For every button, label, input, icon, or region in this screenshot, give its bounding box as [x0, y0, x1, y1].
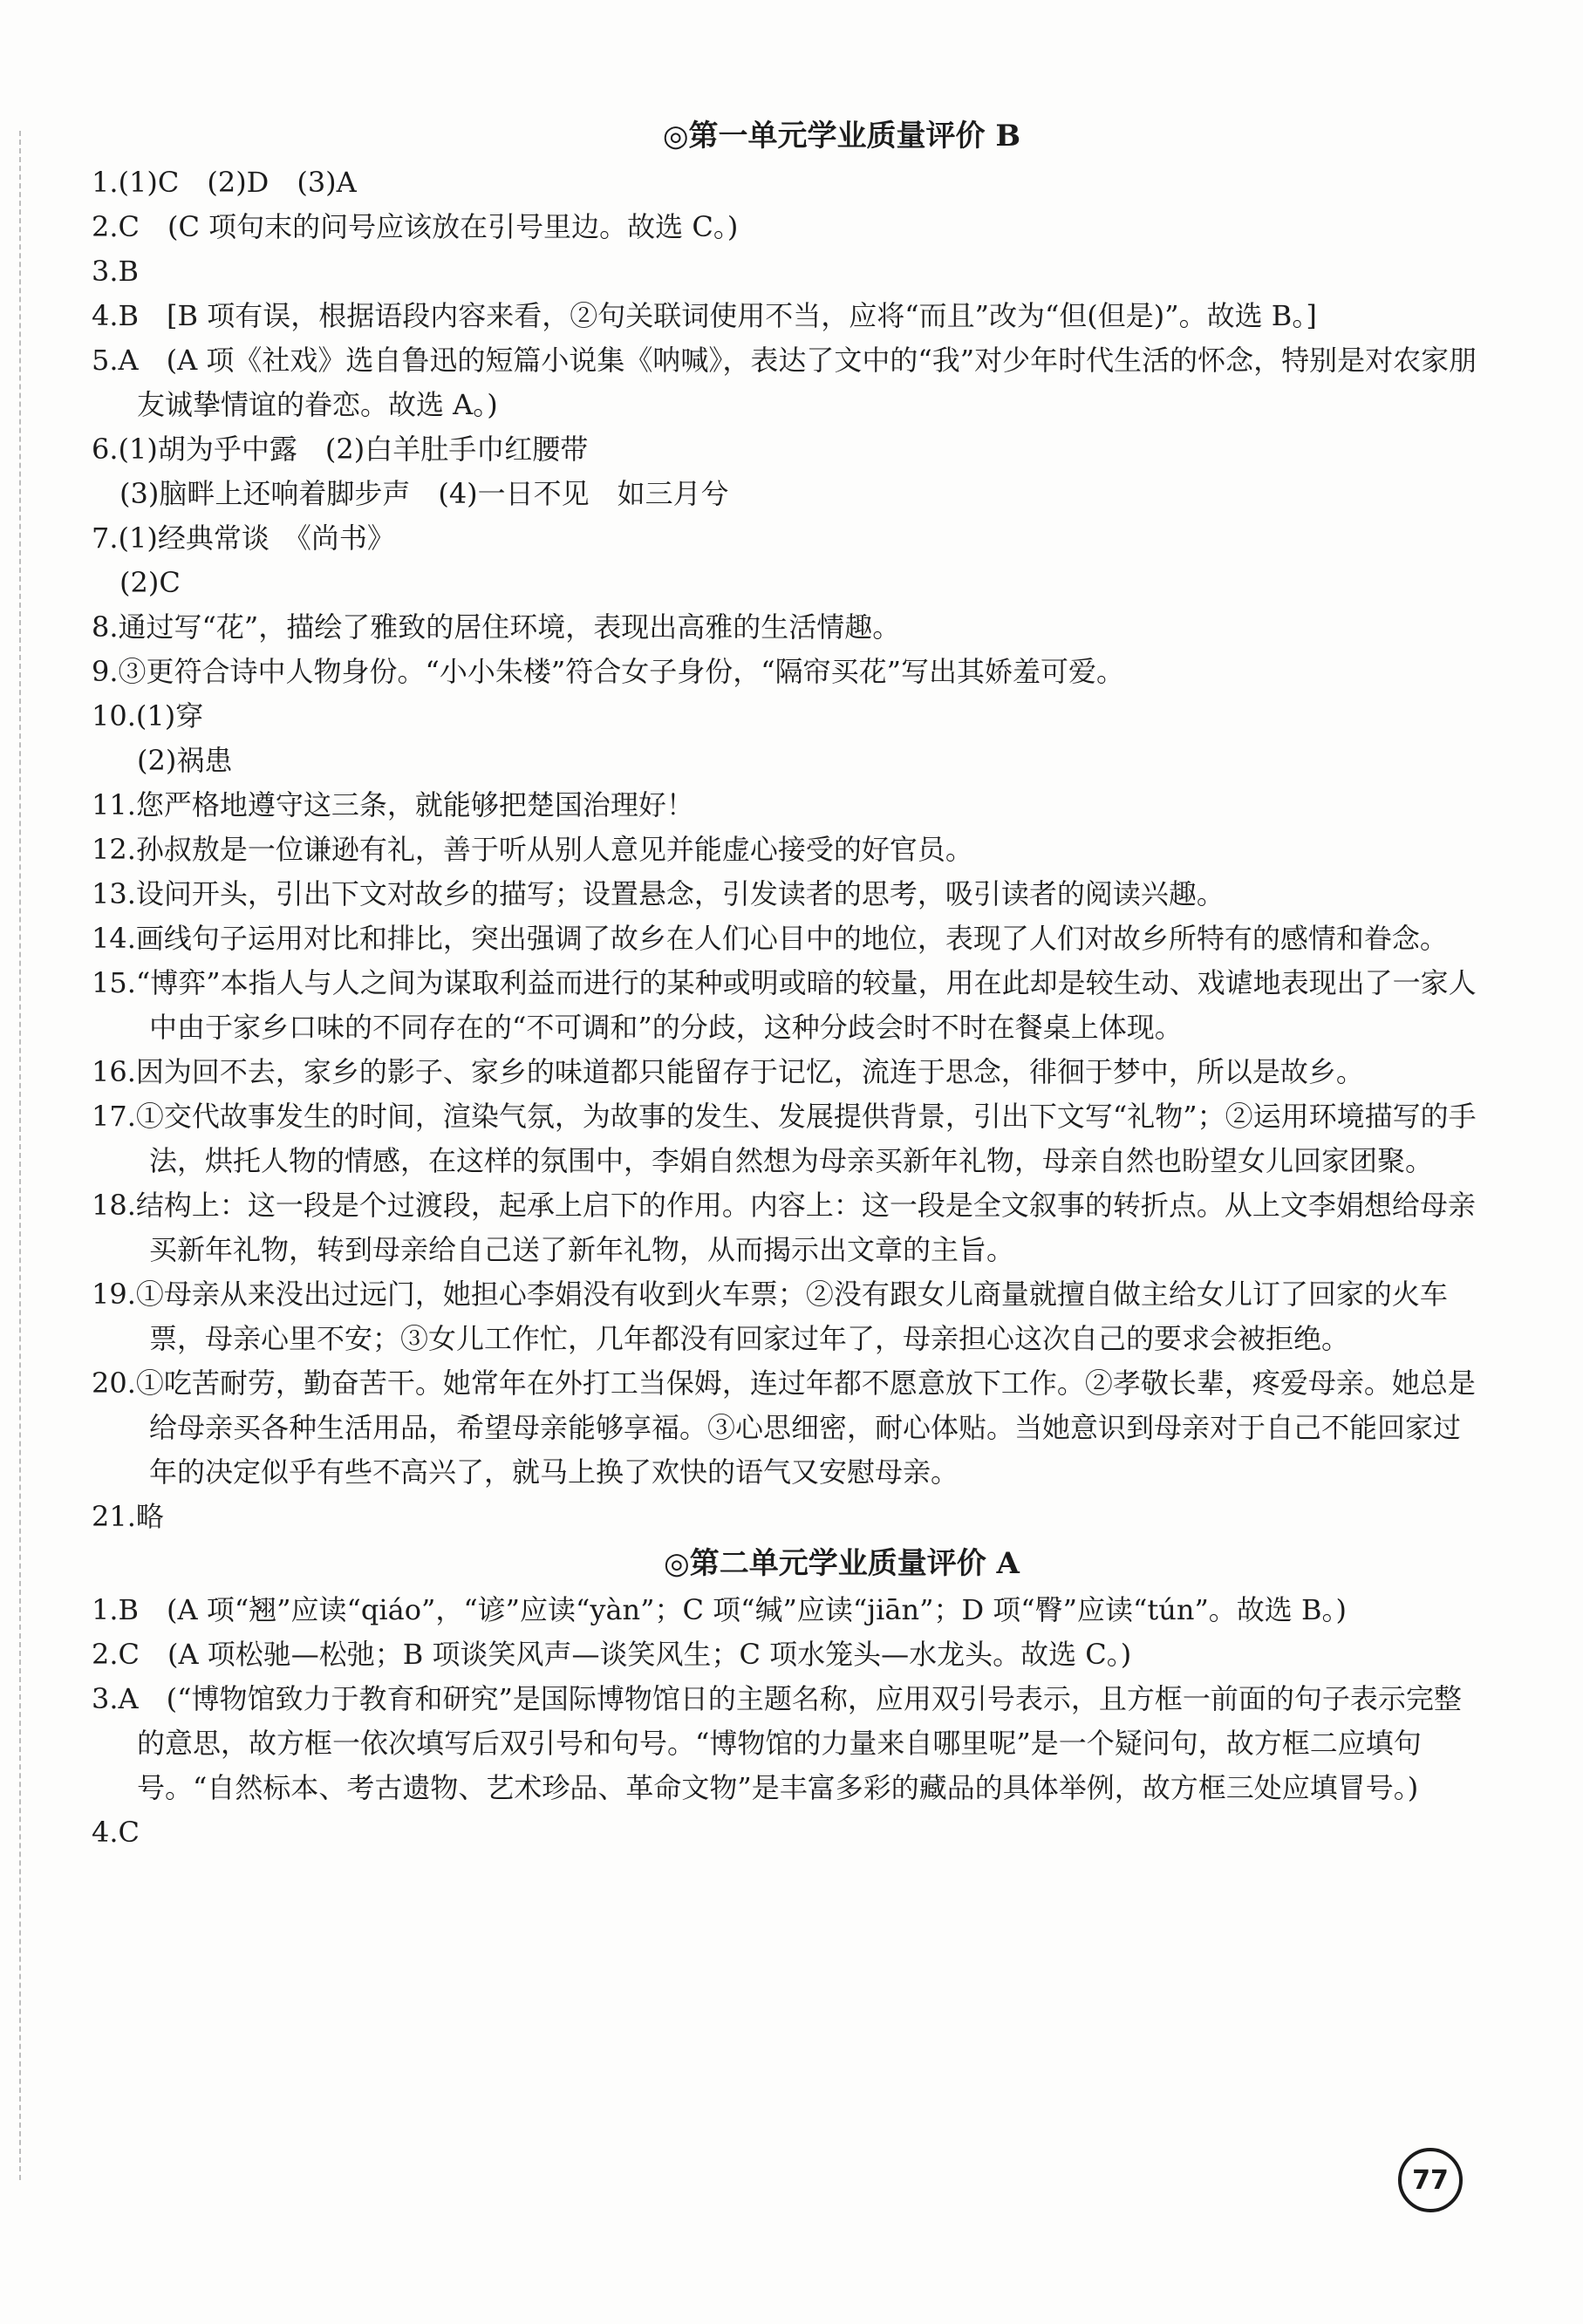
answer-item: [92, 205, 1487, 249]
answer-item: [92, 294, 1487, 338]
answer-text: 略: [135, 1500, 164, 1533]
answer-item: [92, 427, 1487, 472]
answer-item: [92, 1361, 1487, 1495]
answer-number: 10.: [92, 699, 136, 733]
answer-text: 因为回不去，家乡的影子、家乡的味道都只能留存于记忆，流连于思念，徘徊于梦中，所以是故乡。: [135, 1055, 1364, 1088]
answer-item: [92, 1495, 1487, 1539]
answer-subitem: (3)脑畔上还响着脚步声 (4)一日不见 如三月兮: [119, 477, 729, 510]
answer-content: [92, 112, 1487, 1855]
answer-text: 设问开头，引出下文对故乡的描写；设置悬念，引发读者的思考，吸引读者的阅读兴趣。: [135, 877, 1225, 910]
answer-text: 孙叔敖是一位谦逊有礼，善于听从别人意见并能虚心接受的好官员。: [135, 833, 973, 866]
answer-text: C (C 项句末的问号应该放在引号里边。故选 C。): [118, 210, 739, 243]
answer-item: [92, 694, 1487, 739]
answer-number: 1.: [92, 166, 119, 199]
answer-item: [92, 872, 1487, 917]
answer-text: (1)穿: [135, 699, 204, 733]
answer-text: (1)胡为乎中露 (2)白羊肚手巾红腰带: [118, 433, 589, 466]
answer-item: [92, 160, 1487, 205]
answer-text: 您严格地遵守这三条，就能够把楚国治理好！: [135, 788, 694, 821]
answer-item: [92, 338, 1487, 427]
answer-number: 8.: [92, 610, 119, 644]
answer-number: 17.: [92, 1100, 136, 1133]
answer-item: [92, 1677, 1487, 1810]
answer-item: [92, 828, 1487, 872]
answer-text: 画线句子运用对比和排比，突出强调了故乡在人们心目中的地位，表现了人们对故乡所特有的感情和眷念。: [135, 922, 1448, 955]
answer-number: 4.: [92, 1816, 119, 1849]
answer-text: B [B 项有误，根据语段内容来看，②句关联词使用不当，应将“而且”改为“但(但是)”。故选 B。]: [118, 299, 1317, 332]
answer-text: (1)C (2)D (3)A: [118, 166, 357, 199]
answer-item: [92, 1183, 1487, 1272]
answer-number: 18.: [92, 1189, 136, 1222]
answer-text: 通过写“花”，描绘了雅致的居住环境，表现出高雅的生活情趣。: [118, 610, 901, 644]
answer-item: [92, 783, 1487, 828]
answer-number: 4.: [92, 299, 119, 332]
page-number-badge: 77: [1398, 2148, 1463, 2212]
answer-text: ①交代故事发生的时间，渲染气氛，为故事的发生、发展提供背景，引出下文写“礼物”；②运用环境描写的手法，烘托人物的情感，在这样的氛围中，李娟自然想为母亲买新年礼物，母亲自然也盼望女儿回家团聚。: [135, 1100, 1477, 1177]
answer-text: B (A 项“翘”应读“qiáo”，“谚”应读“yàn”；C 项“缄”应读“jiān”；D 项“臀”应读“tún”。故选 B。): [118, 1593, 1347, 1626]
answer-text: “博弈”本指人与人之间为谋取利益而进行的某种或明或暗的较量，用在此却是较生动、戏谑地表现出了一家人中由于家乡口味的不同存在的“不可调和”的分歧，这种分歧会时不时在餐桌上体现。: [135, 966, 1477, 1044]
unit2-title: ◎第二单元学业质量评价 A: [664, 1546, 1020, 1581]
answer-number: 3.: [92, 255, 119, 288]
answer-number: 3.: [92, 1682, 119, 1715]
answer-item: [92, 605, 1487, 650]
unit1-title: ◎第一单元学业质量评价 B: [662, 119, 1021, 153]
answer-subitem: (2)祸患: [137, 744, 233, 777]
answer-number: 20.: [92, 1366, 136, 1400]
answer-item: [92, 1272, 1487, 1361]
answer-text: C: [118, 1816, 140, 1849]
answer-text: C (A 项松驰—松弛；B 项谈笑风声—谈笑风生；C 项水笼头—水龙头。故选 C。): [118, 1638, 1132, 1671]
answer-item: [92, 249, 1487, 294]
answer-number: 19.: [92, 1278, 136, 1311]
answer-number: 12.: [92, 833, 136, 866]
answer-number: 5.: [92, 344, 119, 377]
answer-number: 14.: [92, 922, 136, 955]
answer-number: 2.: [92, 1638, 119, 1671]
answer-number: 13.: [92, 877, 136, 910]
answer-text: ①吃苦耐劳，勤奋苦干。她常年在外打工当保姆，连过年都不愿意放下工作。②孝敬长辈，疼爱母亲。她总是给母亲买各种生活用品，希望母亲能够享福。③心思细密，耐心体贴。当她意识到母亲对于自己不能回家过年的决定似乎有些不高兴了，就马上换了欢快的语气又安慰母亲。: [135, 1366, 1476, 1489]
answer-text: (1)经典常谈 《尚书》: [118, 521, 395, 555]
answer-text: A (“博物馆致力于教育和研究”是国际博物馆日的主题名称，应用双引号表示，且方框一前面的句子表示完整的意思，故方框一依次填写后双引号和句号。“博物馆的力量来自哪里呢”是一个疑问句，故方框二应填句号。“自然标本、考古遗物、艺术珍品、革命文物”是丰富多彩的藏品的具体举例，故方框三处应填冒号。): [118, 1682, 1462, 1804]
answer-text: B: [118, 255, 140, 288]
answer-text: ①母亲从来没出过远门，她担心李娟没有收到火车票；②没有跟女儿商量就擅自做主给女儿订了回家的火车票，母亲心里不安；③女儿工作忙，几年都没有回家过年了，母亲担心这次自己的要求会被拒绝。: [135, 1278, 1448, 1355]
answer-item: [92, 1094, 1487, 1183]
answer-subitem: (2)C: [119, 566, 181, 599]
unit2-answer-list: [92, 1588, 1487, 1855]
answer-number: 6.: [92, 433, 119, 466]
answer-item: [92, 516, 1487, 561]
answer-item: [92, 1632, 1487, 1677]
answer-text: ③更符合诗中人物身份。“小小朱楼”符合女子身份，“隔帘买花”写出其娇羞可爱。: [118, 655, 1124, 688]
answer-item: [92, 1810, 1487, 1855]
answer-item: [92, 1588, 1487, 1632]
answer-item: [92, 650, 1487, 694]
answer-number: 9.: [92, 655, 119, 688]
answer-item: [92, 917, 1487, 961]
answer-number: 2.: [92, 210, 119, 243]
answer-item: [92, 1050, 1487, 1094]
answer-number: 16.: [92, 1055, 136, 1088]
unit1-answer-list: [92, 160, 1487, 1539]
binding-dashed-line: [19, 131, 21, 2180]
answer-number: 1.: [92, 1593, 119, 1626]
answer-text: 结构上：这一段是个过渡段，起承上启下的作用。内容上：这一段是全文叙事的转折点。从上文李娟想给母亲买新年礼物，转到母亲给自己送了新年礼物，从而揭示出文章的主旨。: [135, 1189, 1476, 1266]
answer-number: 11.: [92, 788, 136, 821]
answer-number: 21.: [92, 1500, 136, 1533]
answer-text: A (A 项《社戏》选自鲁迅的短篇小说集《呐喊》，表达了文中的“我”对少年时代生活的怀念，特别是对农家朋友诚挚情谊的眷恋。故选 A。): [118, 344, 1477, 421]
answer-number: 7.: [92, 521, 119, 555]
answer-number: 15.: [92, 966, 136, 999]
answer-item: [92, 961, 1487, 1050]
